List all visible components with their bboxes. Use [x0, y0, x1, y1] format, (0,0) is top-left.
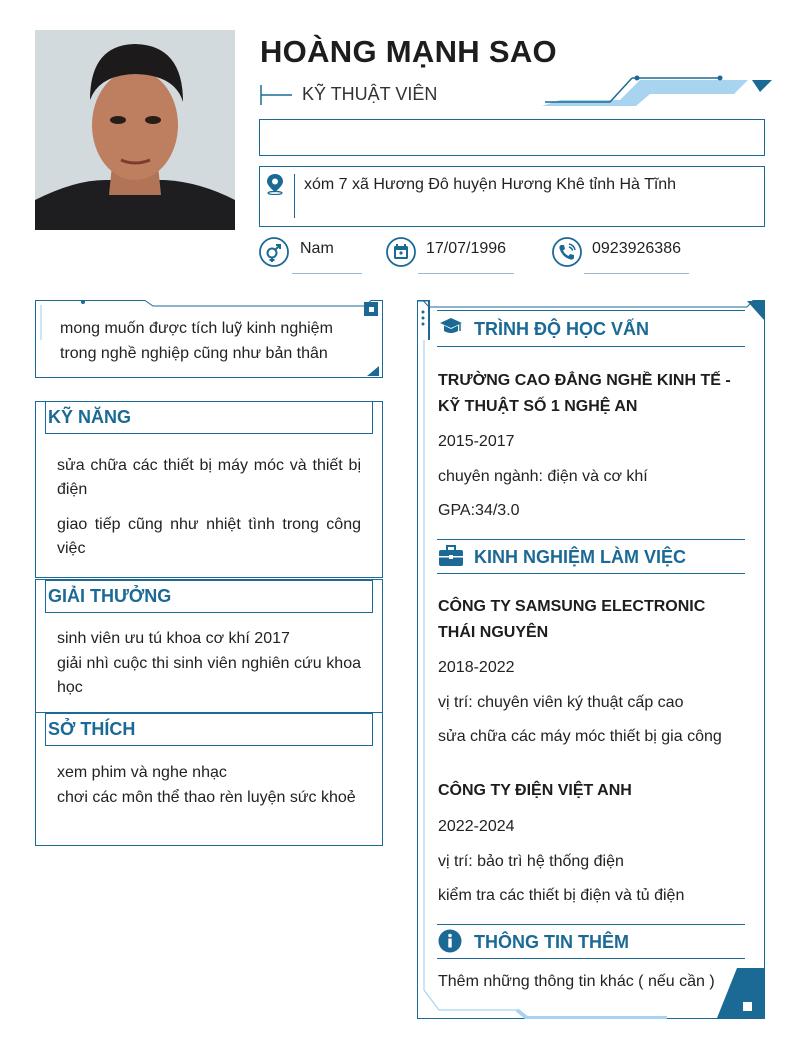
- experience-heading: KINH NGHIỆM LÀM VIỆC: [474, 547, 687, 567]
- tagline-box: [259, 119, 765, 156]
- experience-rule-top: [437, 539, 745, 540]
- job-position: vị trí: bảo trì hệ thống điện: [438, 853, 624, 870]
- phone-value: 0923926386: [592, 240, 681, 257]
- gender-value: Nam: [300, 240, 334, 257]
- job-years: 2018-2022: [438, 659, 515, 676]
- job-years: 2022-2024: [438, 818, 515, 835]
- job-duty: sửa chữa các máy móc thiết bị gia công: [438, 728, 722, 745]
- hobbies-item: xem phim và nghe nhạc: [57, 764, 227, 781]
- hobbies-item: chơi các môn thể thao rèn luyện sức khoẻ: [57, 789, 356, 806]
- candidate-name: HOÀNG MẠNH SAO: [260, 34, 557, 69]
- education-school: TRƯỜNG CAO ĐẲNG NGHỀ KINH TẾ - KỸ THUẬT SỐ 1 NGHỆ AN: [438, 372, 731, 415]
- avatar: [35, 30, 235, 230]
- gender-underline: [292, 273, 362, 274]
- graduation-cap-icon: [439, 316, 463, 338]
- additional-rule-top: [437, 924, 745, 925]
- job-company: CÔNG TY ĐIỆN VIỆT ANH: [438, 782, 632, 799]
- job-duty: kiểm tra các thiết bị điện và tủ điện: [438, 887, 685, 904]
- additional-heading: THÔNG TIN THÊM: [474, 932, 629, 952]
- skills-heading: KỸ NĂNG: [45, 401, 373, 434]
- education-heading: TRÌNH ĐỘ HỌC VẤN: [474, 319, 649, 339]
- additional-text: Thêm những thông tin khác ( nếu cần ): [438, 973, 715, 990]
- objective-text: mong muốn được tích luỹ kinh nghiệm trong nghề nghiệp cũng như bản thân: [60, 320, 333, 362]
- address-separator: [294, 174, 295, 218]
- education-years: 2015-2017: [438, 433, 515, 450]
- title-line-decoration: [260, 84, 294, 106]
- location-pin-icon: [265, 173, 285, 195]
- skills-item: giao tiếp cũng như nhiệt tình trong công việc: [57, 516, 361, 557]
- phone-underline: [584, 273, 689, 274]
- awards-heading: GIẢI THƯỞNG: [45, 580, 373, 613]
- hobbies-heading: SỞ THÍCH: [45, 713, 373, 746]
- education-rule-bottom: [437, 346, 745, 347]
- additional-rule-bottom: [437, 958, 745, 959]
- address-text: xóm 7 xã Hương Đô huyện Hương Khê tỉnh Hà Tĩnh: [304, 176, 677, 193]
- job-company: CÔNG TY SAMSUNG ELECTRONIC THÁI NGUYÊN: [438, 598, 706, 641]
- job-title: KỸ THUẬT VIÊN: [302, 84, 438, 104]
- calendar-icon: [386, 237, 416, 267]
- briefcase-icon: [438, 545, 464, 567]
- birthdate-underline: [418, 273, 514, 274]
- gender-icon: [259, 237, 289, 267]
- awards-item: giải nhì cuộc thi sinh viên nghiên cứu khoa học: [57, 655, 361, 696]
- skills-item: sửa chữa các thiết bị máy móc và thiết bị điện: [57, 457, 361, 498]
- experience-rule-bottom: [437, 573, 745, 574]
- birthdate-value: 17/07/1996: [426, 240, 507, 257]
- education-major: chuyên ngành: điện và cơ khí: [438, 468, 648, 485]
- education-gpa: GPA:34/3.0: [438, 502, 520, 519]
- phone-icon: [552, 237, 582, 267]
- info-icon: [438, 929, 462, 953]
- job-position: vị trí: chuyên viên ký thuật cấp cao: [438, 694, 684, 711]
- education-rule-top: [437, 310, 745, 311]
- header-decoration: [540, 74, 772, 114]
- awards-item: sinh viên ưu tú khoa cơ khí 2017: [57, 630, 290, 647]
- profile-photo: [35, 30, 235, 230]
